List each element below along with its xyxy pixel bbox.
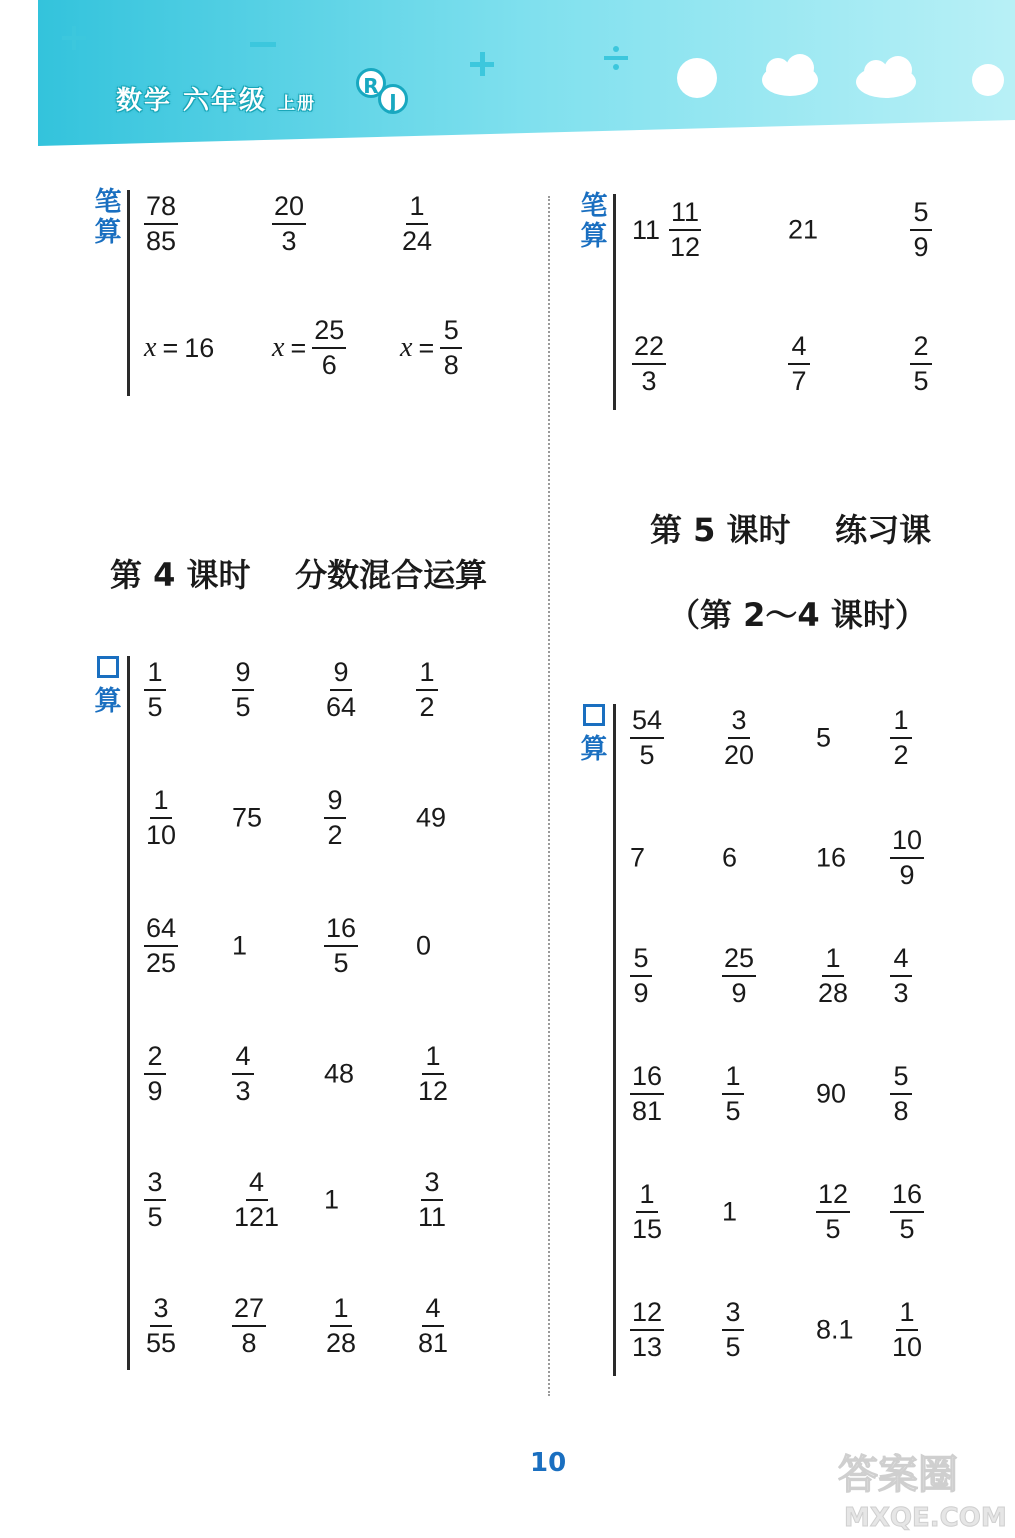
numerator: 1: [150, 787, 172, 819]
page-number: 10: [530, 1448, 567, 1478]
fraction: [788, 333, 810, 395]
answer-cell: [416, 931, 431, 962]
whole-part: 11: [632, 214, 661, 245]
equals-sign: =: [290, 332, 307, 363]
answer-cell: [788, 333, 810, 395]
fraction: [890, 707, 912, 769]
answer-value: 0: [416, 930, 432, 961]
denominator: 81: [632, 1096, 663, 1126]
answer-cell: [272, 193, 306, 255]
fraction: [668, 199, 702, 261]
svg-text:MXQE.COM: MXQE.COM: [844, 1503, 1007, 1533]
numerator: 5: [890, 1063, 912, 1095]
answer-cell: [890, 707, 912, 769]
denominator: 3: [641, 366, 657, 396]
answer-cell: [232, 659, 254, 721]
denominator: 2: [327, 820, 343, 850]
mental-calc-label: [92, 656, 124, 717]
numerator: 4: [422, 1295, 444, 1327]
answer-cell: [722, 1299, 744, 1361]
section-rule: [127, 190, 130, 396]
written-calc-label: [578, 192, 610, 252]
mouth-box-icon: [97, 656, 119, 678]
numerator: 16: [630, 1063, 664, 1095]
numerator: 78: [144, 193, 178, 225]
section-rule: [127, 656, 130, 1370]
answer-cell: [910, 199, 932, 261]
fraction: [324, 915, 358, 977]
variable: x: [144, 332, 157, 363]
numerator: 4: [232, 1043, 254, 1075]
answer-cell: [722, 945, 756, 1007]
fraction: [890, 1299, 924, 1361]
denominator: 2: [419, 692, 435, 722]
denominator: 5: [913, 366, 929, 396]
fraction: [400, 193, 434, 255]
numerator: 9: [330, 659, 352, 691]
denominator: 24: [402, 226, 433, 256]
fraction: [630, 1299, 664, 1361]
section-rule: [613, 194, 616, 410]
numerator: 1: [822, 945, 844, 977]
numerator: 4: [246, 1169, 268, 1201]
book-title: [116, 80, 316, 117]
answer-cell: [816, 1181, 850, 1243]
rj-badge: [356, 68, 412, 118]
answer-cell: [144, 1295, 178, 1357]
denominator: 8: [241, 1328, 257, 1358]
answer-cell: [890, 1299, 924, 1361]
fraction: [890, 827, 924, 889]
fraction: [144, 915, 178, 977]
fraction: [630, 945, 652, 1007]
denominator: 20: [724, 740, 755, 770]
denominator: 5: [147, 1202, 163, 1232]
denominator: 9: [899, 860, 915, 890]
column-divider: [548, 196, 550, 1396]
answer-cell: [400, 193, 434, 255]
fraction: [722, 1299, 744, 1361]
answer-cell: [400, 317, 462, 379]
numerator: 11: [669, 199, 701, 231]
answer-cell: [816, 1315, 854, 1346]
fraction: [272, 193, 306, 255]
fraction: [144, 659, 166, 721]
numerator: 1: [636, 1181, 658, 1213]
numerator: 1: [722, 1063, 744, 1095]
answer-value: 75: [232, 802, 263, 833]
answer-cell: [816, 843, 846, 874]
numerator: 9: [232, 659, 254, 691]
answer-cell: [816, 723, 831, 754]
fraction: [416, 1043, 450, 1105]
denominator: 8: [893, 1096, 909, 1126]
numerator: 1: [144, 659, 166, 691]
answer-cell: [416, 1295, 450, 1357]
answer-value: 7: [630, 842, 646, 873]
answer-cell: [722, 707, 756, 769]
fraction: [324, 1295, 358, 1357]
denominator: 5: [899, 1214, 915, 1244]
answer-value: 1: [722, 1196, 738, 1227]
answer-cell: [232, 1043, 254, 1105]
denominator: 15: [632, 1214, 663, 1244]
fraction: [910, 333, 932, 395]
answer-cell: [416, 1043, 450, 1105]
denominator: 9: [633, 978, 649, 1008]
answer-cell: [144, 193, 178, 255]
denominator: 10: [892, 1332, 923, 1362]
denominator: 12: [670, 232, 701, 262]
denominator: 28: [326, 1328, 357, 1358]
answer-value: 90: [816, 1078, 847, 1109]
denominator: 12: [418, 1076, 449, 1106]
answer-cell: [630, 707, 664, 769]
denominator: 25: [146, 948, 177, 978]
fraction: [232, 659, 254, 721]
denominator: 8: [443, 350, 459, 380]
watermark-logo: [838, 1440, 1008, 1534]
fraction: [910, 199, 932, 261]
section-rule: [613, 704, 616, 1376]
answer-cell: [788, 215, 818, 246]
answer-cell: [630, 843, 645, 874]
answer-cell: [890, 827, 924, 889]
answer-value: 49: [416, 802, 447, 833]
mouth-box-icon: [583, 704, 605, 726]
numerator: 16: [324, 915, 358, 947]
header-banner: [0, 0, 1015, 148]
answer-cell: [232, 803, 262, 834]
answer-cell: [722, 843, 737, 874]
answer-cell: [722, 1197, 737, 1228]
fraction: [722, 945, 756, 1007]
fraction: [232, 1043, 254, 1105]
fraction: [416, 659, 438, 721]
lesson4-heading: 第 4 课时 分数混合运算: [110, 556, 488, 594]
answer-cell: [272, 317, 346, 379]
numerator: 12: [816, 1181, 850, 1213]
answer-cell: [144, 787, 178, 849]
numerator: 20: [272, 193, 306, 225]
answer-value: 8.1: [816, 1314, 854, 1345]
answer-cell: [890, 945, 912, 1007]
answer-cell: [630, 1299, 664, 1361]
numerator: 3: [728, 707, 750, 739]
denominator: 5: [235, 692, 251, 722]
answer-value: 48: [324, 1058, 355, 1089]
denominator: 2: [893, 740, 909, 770]
fraction: [144, 787, 178, 849]
fraction: [312, 317, 346, 379]
answer-cell: [232, 931, 247, 962]
written-calc-label: [92, 188, 124, 248]
answer-cell: [890, 1181, 924, 1243]
answer-cell: [890, 1063, 912, 1125]
denominator: 9: [731, 978, 747, 1008]
mental-calc-label-text: 算: [94, 686, 122, 717]
fraction: [630, 707, 664, 769]
numerator: 12: [630, 1299, 664, 1331]
answer-cell: [144, 659, 166, 721]
answer-cell: [816, 945, 850, 1007]
denominator: 7: [791, 366, 807, 396]
numerator: 5: [440, 317, 462, 349]
numerator: 2: [910, 333, 932, 365]
numerator: 1: [890, 707, 912, 739]
denominator: 85: [146, 226, 177, 256]
mental-calc-label: [578, 704, 610, 765]
denominator: 81: [418, 1328, 449, 1358]
fraction: [416, 1295, 450, 1357]
fraction: [816, 945, 850, 1007]
numerator: 10: [890, 827, 924, 859]
rj-badge-r: R: [356, 68, 386, 98]
denominator: 121: [234, 1202, 280, 1232]
numerator: 3: [421, 1169, 443, 1201]
answer-cell: [632, 199, 702, 261]
numerator: 1: [422, 1043, 444, 1075]
equals-sign: =: [418, 332, 435, 363]
answer-cell: [144, 1169, 166, 1231]
equals-sign: =: [162, 332, 179, 363]
numerator: 22: [632, 333, 666, 365]
answer-cell: [324, 1295, 358, 1357]
answer-cell: [144, 1043, 166, 1105]
numerator: 25: [722, 945, 756, 977]
denominator: 55: [146, 1328, 177, 1358]
mental-calc-label-text: 算: [580, 734, 608, 765]
denominator: 3: [893, 978, 909, 1008]
answer-cell: [232, 1169, 281, 1231]
svg-text:答案圈: 答案圈: [838, 1452, 958, 1498]
numerator: 5: [630, 945, 652, 977]
written-calc-label-text: 笔算: [580, 191, 608, 252]
answer-cell: [324, 1059, 354, 1090]
numerator: 1: [330, 1295, 352, 1327]
numerator: 1: [416, 659, 438, 691]
numerator: 27: [232, 1295, 266, 1327]
fraction: [144, 1295, 178, 1357]
answer-value: 16: [816, 842, 847, 873]
answer-cell: [416, 1169, 448, 1231]
numerator: 1: [896, 1299, 918, 1331]
answer-cell: [910, 333, 932, 395]
denominator: 5: [725, 1096, 741, 1126]
answer-cell: [632, 333, 666, 395]
fraction: [144, 1169, 166, 1231]
answer-cell: [630, 1181, 664, 1243]
denominator: 28: [818, 978, 849, 1008]
answer-cell: [324, 659, 358, 721]
variable: x: [400, 332, 413, 363]
denominator: 3: [281, 226, 297, 256]
fraction: [890, 945, 912, 1007]
numerator: 4: [890, 945, 912, 977]
denominator: 13: [632, 1332, 663, 1362]
fraction: [440, 317, 462, 379]
answer-value: 6: [722, 842, 738, 873]
banner-background: [0, 0, 1015, 148]
fraction: [632, 333, 666, 395]
numerator: 2: [144, 1043, 166, 1075]
denominator: 5: [333, 948, 349, 978]
rj-badge-j: J: [378, 84, 408, 114]
fraction: [722, 1063, 744, 1125]
denominator: 6: [321, 350, 337, 380]
variable: x: [272, 332, 285, 363]
answer-cell: [232, 1295, 266, 1357]
book-volume: 上册: [278, 94, 317, 114]
denominator: 3: [235, 1076, 251, 1106]
numerator: 54: [630, 707, 664, 739]
numerator: 3: [144, 1169, 166, 1201]
numerator: 4: [788, 333, 810, 365]
numerator: 5: [910, 199, 932, 231]
denominator: 5: [147, 692, 163, 722]
answer-cell: [144, 915, 178, 977]
denominator: 64: [326, 692, 357, 722]
answer-cell: [630, 945, 652, 1007]
fraction: [722, 707, 756, 769]
answer-cell: [416, 803, 446, 834]
answer-cell: [416, 659, 438, 721]
numerator: 3: [150, 1295, 172, 1327]
answer-cell: [722, 1063, 744, 1125]
fraction: [630, 1063, 664, 1125]
answer-cell: [324, 915, 358, 977]
answer-cell: [816, 1079, 846, 1110]
answer-value: 1: [232, 930, 248, 961]
denominator: 9: [147, 1076, 163, 1106]
denominator: 11: [418, 1202, 447, 1232]
answer-value: 21: [788, 214, 819, 245]
fraction: [416, 1169, 448, 1231]
numerator: 25: [312, 317, 346, 349]
fraction: [890, 1181, 924, 1243]
fraction: [816, 1181, 850, 1243]
numerator: 16: [890, 1181, 924, 1213]
answer-cell: [144, 332, 214, 364]
lesson5-heading: 第 5 课时 练习课: [650, 511, 932, 549]
fraction: [324, 659, 358, 721]
answer-value: 5: [816, 722, 832, 753]
numerator: 64: [144, 915, 178, 947]
denominator: 10: [146, 820, 177, 850]
denominator: 5: [725, 1332, 741, 1362]
denominator: 9: [913, 232, 929, 262]
numerator: 9: [324, 787, 346, 819]
answer-cell: [630, 1063, 664, 1125]
numerator: 3: [722, 1299, 744, 1331]
written-calc-label-text: 笔算: [94, 187, 122, 248]
fraction: [144, 193, 178, 255]
denominator: 5: [639, 740, 655, 770]
fraction: [144, 1043, 166, 1105]
answer-cell: [324, 787, 346, 849]
fraction: [630, 1181, 664, 1243]
numerator: 1: [406, 193, 428, 225]
lesson5-subheading: （第 2～4 课时）: [668, 596, 927, 634]
denominator: 5: [825, 1214, 841, 1244]
fraction: [890, 1063, 912, 1125]
book-title-text: 数学 六年级: [116, 86, 268, 116]
answer-value: 16: [184, 332, 215, 363]
fraction: [232, 1295, 266, 1357]
answer-cell: [324, 1185, 339, 1216]
fraction: [232, 1169, 281, 1231]
answer-value: 1: [324, 1184, 340, 1215]
fraction: [324, 787, 346, 849]
